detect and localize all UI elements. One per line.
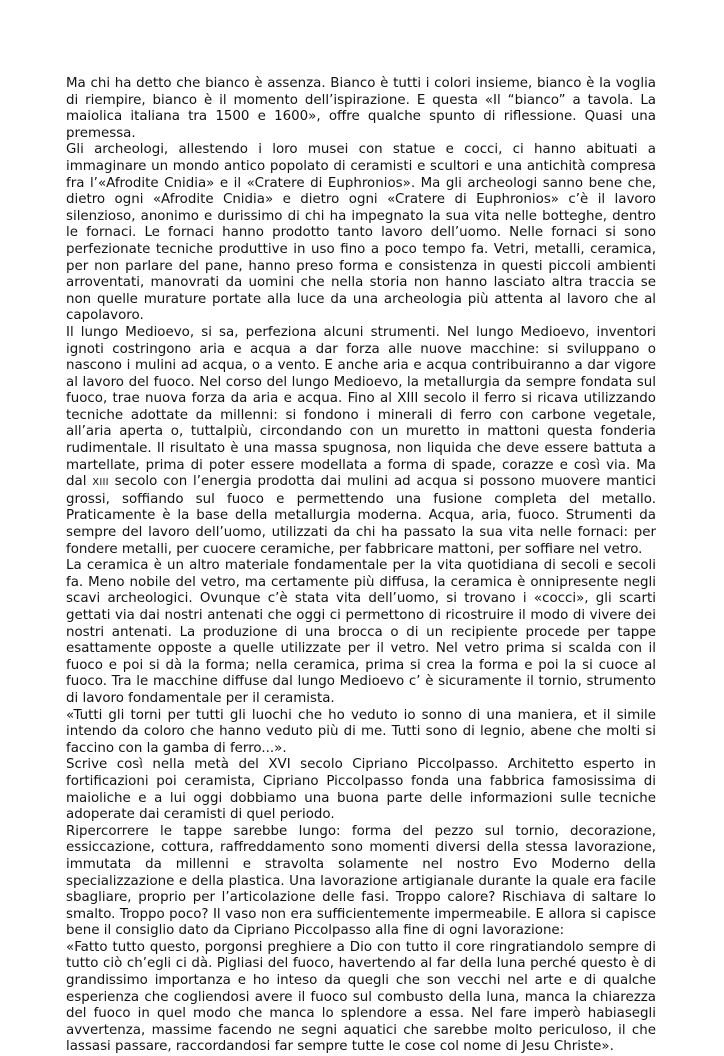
- paragraph-piccolpasso: Scrive così nella metà del XVI secolo Cipriano Piccolpasso. Architetto esperto in fortificazioni poi ceramista, Cipriano Piccolpasso fonda una fabbrica famosissima di maioliche e a lui oggi dobbiamo una buona parte delle informazioni sulle tecniche adoperate dai ceramisti di quel periodo.: [66, 757, 656, 823]
- roman-numeral: XIII: [92, 477, 109, 489]
- paragraph-medieval-tools: [66, 325, 656, 558]
- paragraph-ceramics: La ceramica è un altro materiale fondamentale per la vita quotidiana di secoli e secoli fa. Meno nobile del vetro, ma certamente più diffusa, la ceramica è onnipresente negli scavi archeologici. Ovunque c’è stata vita dell’uomo, si trovano i «cocci», gli scarti gettati via dai nostri antenati che oggi ci permettono di ricostruire il modo di vivere dei nostri antenati. La produzione di una brocca o di un recipiente procede per tappe esattamente opposte a quelle utilizzate per il vetro. Nel vetro prima si scalda con il fuoco e poi si dà la forma; nella ceramica, prima si crea la forma e poi la si cuoce al fuoco. Tra le macchine diffuse dal lungo Medioevo c’ è sicuramente il tornio, strumento di lavoro fondamentale per il ceramista.: [66, 558, 656, 706]
- document-page: [66, 76, 656, 1056]
- paragraph-stages: Ripercorrere le tappe sarebbe lungo: forma del pezzo sul tornio, decorazione, essiccazione, cottura, raffreddamento sono momenti diversi della stessa lavorazione, immutata da millenni e stravolta solamente nel nostro Evo Moderno della specializzazione e della plastica. Una lavorazione artigianale durante la quale era facile sbagliare, proprio per l’articolazione delle fasi. Troppo calore? Rischiava di saltare lo smalto. Troppo poco? Il vaso non era sufficientemente impermeabile. E allora si capisce bene il consiglio dato da Cipriano Piccolpasso alla fine di ogni lavorazione:: [66, 823, 656, 939]
- paragraph-medieval-text: Il lungo Medioevo, si sa, perfeziona alcuni strumenti. Nel lungo Medioevo, inventori ignoti costringono aria e acqua a dar forza alle nuove macchine: si sviluppano o nascono i mulini ad acqua, o a vento. E anche aria e acqua contribuiranno a dar vigore al lavoro del fuoco. Nel corso del lungo Medioevo, la metallurgia da sempre fondata sul fuoco, trae nuova forza da aria e acqua. Fino al XIII secolo il ferro si ricava utilizzando tecniche adottate da millenni: si fondono i minerali di ferro con carbone vegetale, all’aria aperta o, tuttalpiù, circondando con un muretto in mattoni questa fonderia rudimentale. Il risultato è una massa spugnosa, non liquida che deve essere battuta a martellate, prima di poter essere modellata a forma di spade, corazze e così via. Ma dal: [66, 324, 656, 490]
- paragraph-quote-prayer: «Fatto tutto questo, porgonsi preghiere a Dio con tutto il core ringratiandolo sempre di tutto ciò ch’egli ci dà. Pigliasi del fuoco, havertendo al far della luna perché questo è di grandissimo importanza e ho inteso da quegli che son vecchi nel arte e di qualche esperienza che cogliendosi avere il fuoco sul combusto della luna, manca la chiarezza del fuoco in quel modo che manca lo splendore a essa. Nel fare imperò habiasegli avvertenza, massime facendo ne segni aquatici che sarebbe molto periculoso, il che lassasi passare, raccordandosi far sempre tutte le cose col nome di Jesu Christe».: [66, 939, 656, 1055]
- paragraph-quote-torni: «Tutti gli torni per tutti gli luochi che ho veduto io sonno di una maniera, et il simile intendo da coloro che hanno veduto più di me. Tutti sono di legnio, abene che molti si faccino con la gamba di ferro...».: [66, 707, 656, 756]
- paragraph-intro: Ma chi ha detto che bianco è assenza. Bianco è tutti i colori insieme, bianco è la voglia di riempire, bianco è il momento dell’ispirazione. E questa «Il “bianco” a tavola. La maiolica italiana tra 1500 e 1600», offre qualche spunto di riflessione. Quasi una premessa.: [66, 76, 656, 141]
- paragraph-medieval-tail: secolo con l’energia prodotta dai mulini ad acqua si possono muovere mantici grossi, soffiando sul fuoco e permettendo una fusione completa del metallo. Praticamente è la base della metallurgia moderna. Acqua, aria, fuoco. Strumenti da sempre del lavoro dell’uomo, utilizzati da chi ha passato la sua vita nelle fornaci: per fondere metalli, per cuocere ceramiche, per fabbricare mattoni, per soffiare nel vetro.: [66, 474, 657, 557]
- paragraph-archaeologists: Gli archeologi, allestendo i loro musei con statue e cocci, ci hanno abituati a immaginare un mondo antico popolato di ceramisti e scultori e una antichità compresa fra l’«Afrodite Cnidia» e il «Cratere di Euphronios». Ma gli archeologi sanno bene che, dietro ogni «Afrodite Cnidia» e dietro ogni «Cratere di Euphronios» c’è il lavoro silenzioso, anonimo e durissimo di chi ha impegnato la sua vita nelle botteghe, dentro le fornaci. Le fornaci hanno prodotto tanto lavoro dell’uomo. Nelle fornaci si sono perfezionate tecniche produttive in uso fino a poco tempo fa. Vetri, metalli, ceramica, per non parlare del pane, hanno preso forma e consistenza in questi piccoli ambienti arroventati, manovrati da uomini che nella storia non hanno lasciato altra traccia se non quelle murature portate alla luce da una archeologia più attenta al lavoro che al capolavoro.: [66, 142, 656, 324]
